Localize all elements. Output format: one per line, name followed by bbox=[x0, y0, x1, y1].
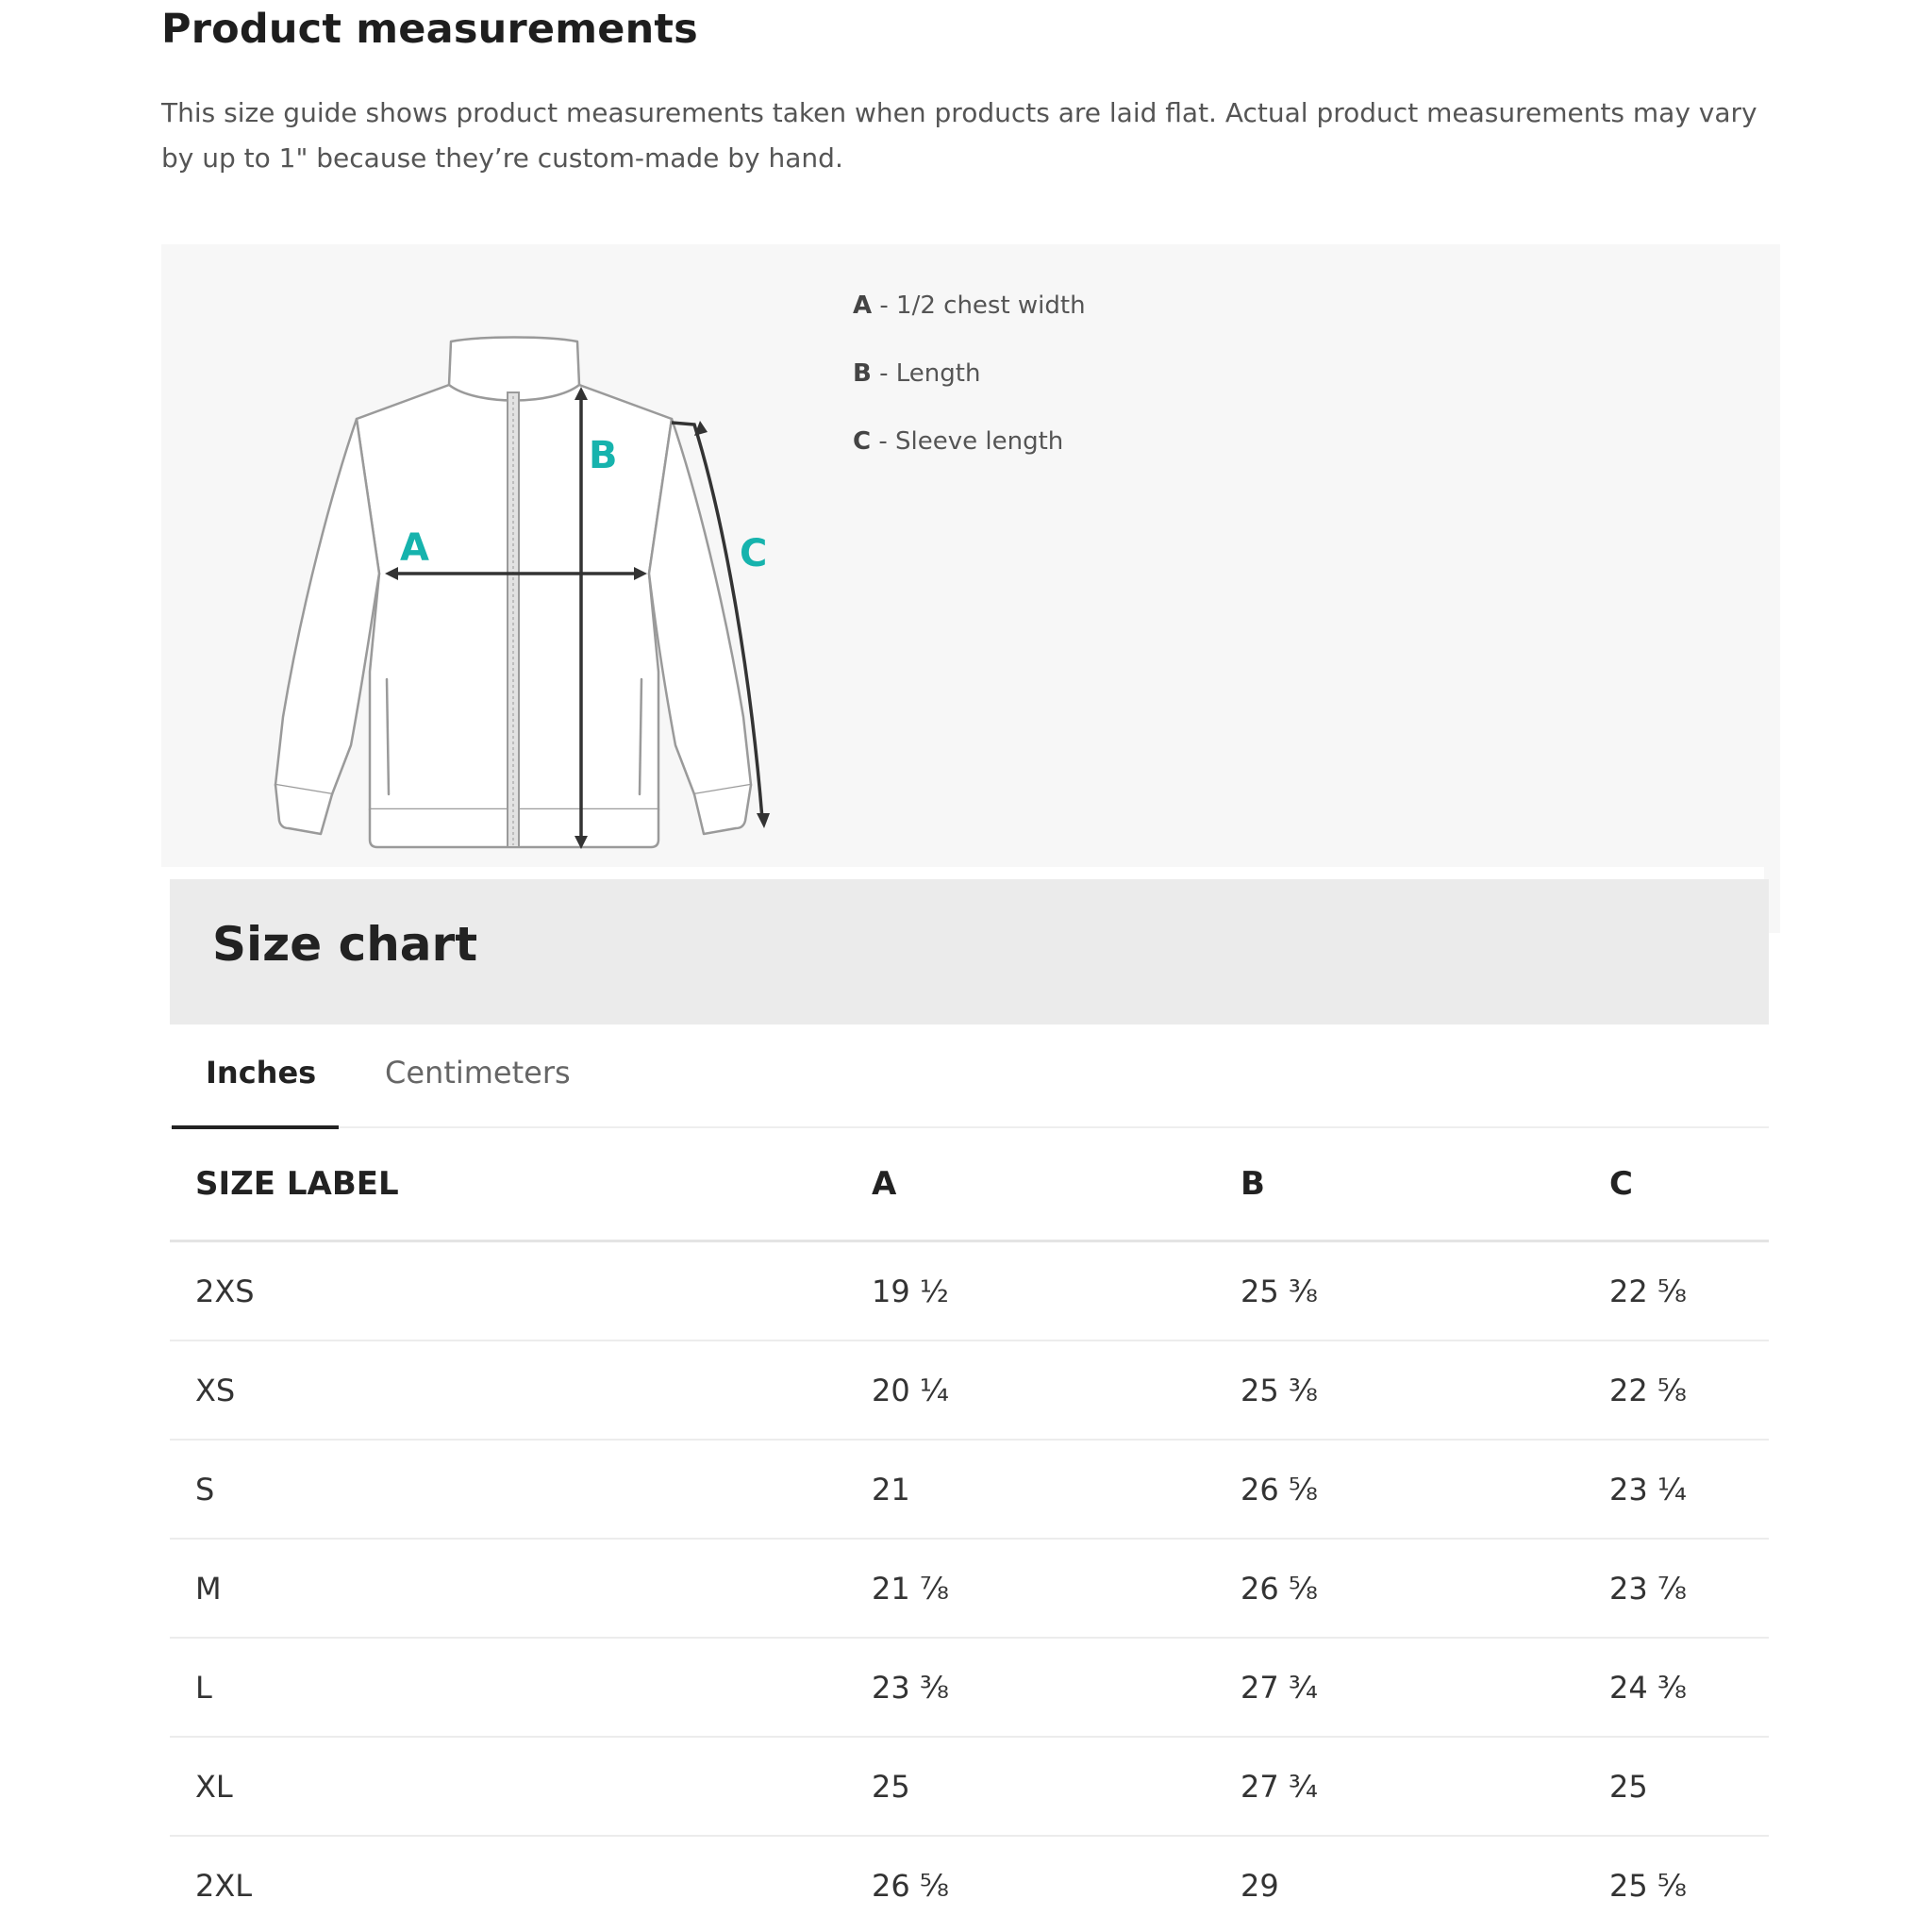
intro-text: This size guide shows product measurements taken when products are laid flat. Actual product measurements may vary by up to 1" because they’re custom-made by hand. bbox=[161, 97, 1757, 174]
value-a-cell: 23 ⅜ bbox=[872, 1638, 1241, 1737]
value-b-cell: 26 ⅝ bbox=[1241, 1440, 1609, 1539]
table-row bbox=[170, 1241, 1769, 1341]
table-row bbox=[170, 1341, 1769, 1440]
size-label-cell: S bbox=[170, 1440, 872, 1539]
value-b-cell: 25 ⅜ bbox=[1241, 1341, 1609, 1440]
value-a-cell: 19 ½ bbox=[872, 1241, 1241, 1341]
page-title: Product measurements bbox=[161, 6, 698, 53]
table-row bbox=[170, 1638, 1769, 1737]
legend-text: - Length bbox=[871, 359, 981, 388]
value-c-cell: 25 ⅝ bbox=[1609, 1836, 1769, 1932]
value-c-cell: 22 ⅝ bbox=[1609, 1241, 1769, 1341]
size-label-cell: 2XL bbox=[170, 1836, 872, 1932]
size-label-cell: 2XS bbox=[170, 1241, 872, 1341]
diagram-label-c: C bbox=[740, 532, 768, 575]
table-row bbox=[170, 1737, 1769, 1836]
value-a-cell: 25 bbox=[872, 1737, 1241, 1836]
value-b-cell: 25 ⅜ bbox=[1241, 1241, 1609, 1341]
value-a-cell: 26 ⅝ bbox=[872, 1836, 1241, 1932]
table-header-row bbox=[170, 1128, 1769, 1241]
value-b-cell: 26 ⅝ bbox=[1241, 1539, 1609, 1638]
size-label-cell: XL bbox=[170, 1737, 872, 1836]
legend-item-c bbox=[853, 423, 1086, 491]
legend-key: B bbox=[853, 359, 872, 388]
value-c-cell: 23 ¼ bbox=[1609, 1440, 1769, 1539]
jacket-left-sleeve bbox=[275, 419, 379, 794]
jacket-diagram bbox=[255, 321, 783, 858]
value-a-cell: 21 ⅞ bbox=[872, 1539, 1241, 1638]
size-label-cell: M bbox=[170, 1539, 872, 1638]
column-header-b: B bbox=[1241, 1128, 1609, 1241]
size-chart-title: Size chart bbox=[212, 917, 478, 972]
tab-inches[interactable]: Inches bbox=[206, 1055, 317, 1091]
value-b-cell: 27 ¾ bbox=[1241, 1638, 1609, 1737]
legend-item-b bbox=[853, 355, 1086, 423]
legend-key: A bbox=[853, 291, 873, 320]
legend-text: - Sleeve length bbox=[871, 427, 1064, 456]
size-table bbox=[170, 1128, 1769, 1932]
column-header-c: C bbox=[1609, 1128, 1769, 1241]
size-label-cell: L bbox=[170, 1638, 872, 1737]
diagram-label-a: A bbox=[400, 526, 429, 570]
value-c-cell: 25 bbox=[1609, 1737, 1769, 1836]
value-c-cell: 24 ⅜ bbox=[1609, 1638, 1769, 1737]
table-row bbox=[170, 1440, 1769, 1539]
column-header-a: A bbox=[872, 1128, 1241, 1241]
value-a-cell: 20 ¼ bbox=[872, 1341, 1241, 1440]
column-header-size-label: SIZE LABEL bbox=[170, 1128, 872, 1241]
value-b-cell: 27 ¾ bbox=[1241, 1737, 1609, 1836]
measurement-legend bbox=[853, 287, 1086, 491]
unit-tabs bbox=[170, 1024, 1769, 1128]
size-label-cell: XS bbox=[170, 1341, 872, 1440]
value-c-cell: 23 ⅞ bbox=[1609, 1539, 1769, 1638]
legend-item-a bbox=[853, 287, 1086, 355]
jacket-collar bbox=[449, 338, 579, 401]
value-a-cell: 21 bbox=[872, 1440, 1241, 1539]
tab-centimeters[interactable]: Centimeters bbox=[385, 1055, 571, 1091]
value-b-cell: 29 bbox=[1241, 1836, 1609, 1932]
legend-text: - 1/2 chest width bbox=[872, 291, 1086, 320]
table-row bbox=[170, 1539, 1769, 1638]
value-c-cell: 22 ⅝ bbox=[1609, 1341, 1769, 1440]
legend-key: C bbox=[853, 427, 872, 456]
size-chart-header bbox=[170, 879, 1769, 1024]
table-row bbox=[170, 1836, 1769, 1932]
diagram-label-b: B bbox=[589, 434, 618, 477]
